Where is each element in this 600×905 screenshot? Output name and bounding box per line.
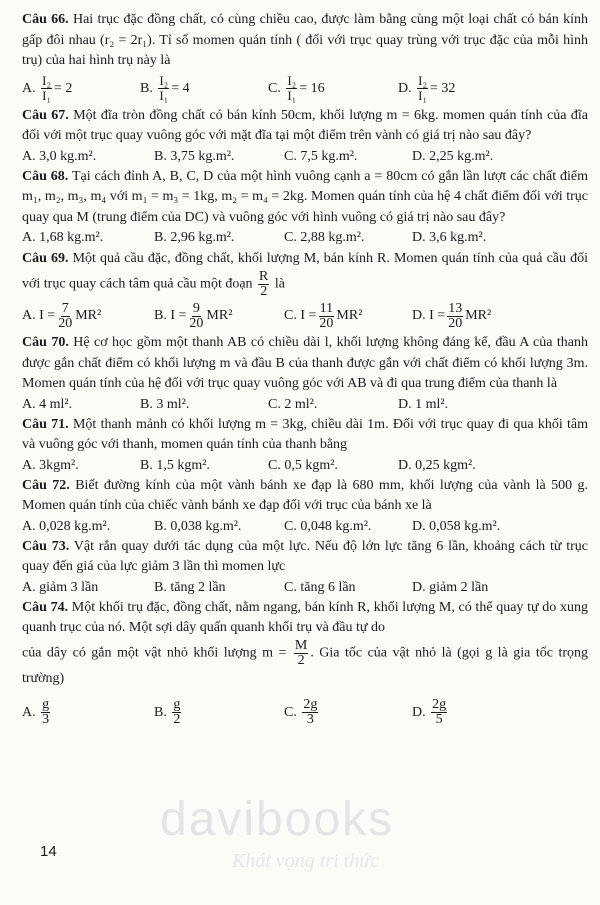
options-67 <box>22 147 588 167</box>
watermark-brand: davibooks <box>160 793 395 846</box>
option-rhs: MR² <box>206 308 233 323</box>
option-d[interactable] <box>398 72 455 106</box>
distance-fraction <box>258 270 269 299</box>
option-b[interactable]: B. 3 ml². <box>140 396 190 412</box>
numerator: I₂ <box>418 73 427 88</box>
options-69 <box>22 299 588 333</box>
coefficient-fraction <box>57 302 73 331</box>
option-rhs: MR² <box>336 308 363 323</box>
question-text: của dây có gắn một vật nhỏ khối lượng m = <box>22 645 287 661</box>
option-a[interactable] <box>22 72 140 106</box>
option-c[interactable] <box>268 72 398 106</box>
option-b[interactable] <box>140 72 268 106</box>
question-text: Một thanh mảnh có khối lượng m = 3kg, chiều dài 1m. Đối với trục quay đi qua khối tâm và vuông góc với thanh, momen quán tính của thanh bằng <box>22 416 588 452</box>
option-rhs: MR² <box>75 308 102 323</box>
denominator: 20 <box>319 315 334 331</box>
numerator: 13 <box>448 300 463 316</box>
question-label: Câu 73. <box>22 538 70 554</box>
numerator: g <box>42 697 50 712</box>
question-74-cont <box>22 639 588 690</box>
ratio-fraction <box>41 74 52 103</box>
answer-fraction <box>172 698 181 727</box>
coefficient-fraction <box>447 302 463 331</box>
option-c[interactable]: C. 0,048 kg.m². <box>284 518 372 534</box>
options-74 <box>22 696 588 730</box>
denominator: 20 <box>58 315 73 331</box>
question-label: Câu 67. <box>22 107 69 123</box>
option-a[interactable]: A. 1,68 kg.m². <box>22 230 104 245</box>
option-c[interactable]: C. 0,5 kgm². <box>268 457 338 473</box>
option-a[interactable]: A. 0,028 kg.m². <box>22 518 111 534</box>
option-letter: D. <box>398 80 412 96</box>
option-letter: A. <box>22 308 36 323</box>
option-letter: A. <box>22 80 36 96</box>
numerator: I₂ <box>42 73 51 88</box>
numerator: 7 <box>61 300 69 316</box>
option-letter: D. <box>412 704 426 720</box>
coefficient-fraction <box>188 302 204 331</box>
option-d[interactable] <box>412 696 449 730</box>
ratio-fraction <box>158 74 169 103</box>
answer-fraction <box>41 698 50 727</box>
numerator: 2g <box>303 697 318 712</box>
option-c[interactable]: C. 7,5 kg.m². <box>284 148 358 164</box>
question-text: Biết đường kính của một vành bánh xe đạp là 680 mm, khối lượng của vành là 500 g. Momen quán tính của chiếc vành bánh xe đạp đối với trục của bánh xe là <box>22 477 588 513</box>
option-value: = 4 <box>171 80 190 96</box>
numerator: 2g <box>432 697 447 712</box>
answer-fraction <box>302 698 318 727</box>
question-69 <box>22 248 588 299</box>
options-70 <box>22 395 588 415</box>
option-c[interactable] <box>284 299 412 333</box>
option-letter: C. <box>284 704 297 720</box>
option-c[interactable] <box>284 696 412 730</box>
numerator: I₂ <box>159 73 169 88</box>
option-d[interactable]: D. 0,058 kg.m². <box>412 518 501 534</box>
denominator: I₁ <box>159 88 169 103</box>
option-letter: B. <box>154 308 167 323</box>
question-text-end: . Gia tốc của vật nhỏ là (gọi g là gia tốc trọng trường) <box>22 645 588 686</box>
option-letter: D. <box>412 308 426 323</box>
question-text: Một quả cầu đặc, đồng chất, khối lượng M, bán kính R. Momen quán tính của quả cầu đối với trục quay cách tâm quả cầu một đoạn <box>22 251 588 292</box>
question-71 <box>22 415 588 456</box>
ratio-fraction <box>286 74 297 103</box>
option-letter: C. <box>284 308 297 323</box>
option-rhs: MR² <box>465 308 492 323</box>
question-text: Tại cách đỉnh A, B, C, D của một hình vuông cạnh a = 80cm có gắn lần lượt các chất điểm m₁, m₂, m₃, m₄ với m₁ = m₃ = 1kg, m₂ = m₄ = 2kg. Momen quán tính của hệ 4 chất điểm đối với trục quay qua M (trung điểm của DC) và vuông góc với hình vuông có giá trị nào sau đây? <box>22 168 588 225</box>
option-b[interactable]: B. 1,5 kgm². <box>140 457 210 473</box>
option-letter: B. <box>140 80 153 96</box>
numerator: R <box>259 269 269 284</box>
options-66 <box>22 72 588 106</box>
option-d[interactable]: D. giảm 2 lần <box>412 579 489 595</box>
question-text: Một khối trụ đặc, đồng chất, nằm ngang, bán kính R, khối lượng M, có thể quay tự do xung quanh trục của nó. Một sợi dây quấn quanh khối trụ và đầu tự do <box>22 599 588 635</box>
denominator: I₁ <box>287 88 297 103</box>
option-d[interactable]: D. 0,25 kgm². <box>398 457 476 473</box>
option-b[interactable] <box>154 299 284 333</box>
option-b[interactable] <box>154 696 284 730</box>
option-lhs: I = <box>39 308 56 323</box>
question-label: Câu 68. <box>22 168 69 184</box>
coefficient-fraction <box>318 302 334 331</box>
mass-fraction <box>294 639 308 668</box>
option-a[interactable]: A. 3,0 kg.m². <box>22 148 97 164</box>
question-70 <box>22 333 588 395</box>
page-content <box>22 10 588 730</box>
denominator: 2 <box>297 652 305 668</box>
numerator: M <box>294 637 308 653</box>
question-text: Vật rắn quay dưới tác dụng của một lực. Nếu độ lớn lực tăng 6 lần, khoảng cách từ trục quay đến giá của lực giảm 3 lần thì momen lực <box>22 538 589 574</box>
option-d[interactable] <box>412 299 491 333</box>
option-a[interactable] <box>22 299 154 333</box>
option-c[interactable]: C. 2,88 kg.m². <box>284 230 365 245</box>
question-66 <box>22 10 588 72</box>
numerator: 11 <box>319 300 334 316</box>
question-text: Hai trục đặc đồng chất, có cùng chiều cao, được làm bằng cùng một loại chất có bán kính gấp đôi nhau (r₂ = 2r₁). Tỉ số momen quán tính ( đối với trục quay trùng với trục đặc của mỗi hình trụ) của hai hình trụ này là <box>22 12 589 68</box>
question-label: Câu 69. <box>22 251 69 266</box>
option-c[interactable]: C. tăng 6 lần <box>284 579 356 595</box>
option-a[interactable] <box>22 696 154 730</box>
option-c[interactable]: C. 2 ml². <box>268 396 318 412</box>
question-72 <box>22 476 588 517</box>
denominator: 20 <box>189 315 204 331</box>
page-number: 14 <box>40 843 57 860</box>
option-b[interactable]: B. 3,75 kg.m². <box>154 148 235 164</box>
denominator: I₁ <box>42 88 51 103</box>
watermark-tagline: Khát vọng tri thức <box>232 850 380 872</box>
question-67 <box>22 106 588 147</box>
option-lhs: I = <box>300 308 317 323</box>
denominator: 2 <box>260 284 268 299</box>
option-a[interactable]: A. 3kgm². <box>22 457 79 473</box>
question-label: Câu 74. <box>22 599 69 615</box>
option-value: = 32 <box>430 80 456 96</box>
numerator: I₂ <box>287 73 297 88</box>
option-d[interactable]: D. 1 ml². <box>398 396 449 412</box>
denominator: 5 <box>435 712 443 727</box>
options-68 <box>22 228 588 248</box>
denominator: 2 <box>173 712 181 727</box>
option-a[interactable]: A. giảm 3 lần <box>22 579 99 595</box>
answer-fraction <box>431 698 447 727</box>
numerator: g <box>173 697 181 712</box>
options-71 <box>22 456 588 476</box>
option-lhs: I = <box>429 308 446 323</box>
question-68 <box>22 167 588 229</box>
option-b[interactable]: B. 2,96 kg.m². <box>154 230 235 245</box>
options-72 <box>22 517 588 537</box>
option-value: = 16 <box>299 80 325 96</box>
option-lhs: I = <box>170 308 187 323</box>
option-b[interactable]: B. 0,038 kg.m². <box>154 518 242 534</box>
question-text-end: là <box>274 276 285 292</box>
option-letter: A. <box>22 704 36 720</box>
question-label: Câu 71. <box>22 416 69 432</box>
option-letter: C. <box>268 80 281 96</box>
denominator: 3 <box>42 712 50 727</box>
option-value: = 2 <box>54 80 73 96</box>
question-73 <box>22 537 588 578</box>
question-label: Câu 72. <box>22 477 70 493</box>
option-d[interactable]: D. 2,25 kg.m². <box>412 148 494 164</box>
question-label: Câu 70. <box>22 335 69 350</box>
options-73 <box>22 578 588 598</box>
question-74 <box>22 598 588 639</box>
denominator: 20 <box>448 315 463 331</box>
option-a[interactable]: A. 4 ml². <box>22 396 73 412</box>
denominator: I₁ <box>418 88 427 103</box>
question-label: Câu 66. <box>22 12 69 27</box>
option-d[interactable]: D. 3,6 kg.m². <box>412 230 487 245</box>
question-text: Hệ cơ học gồm một thanh AB có chiều dài l, khối lượng không đáng kể, đầu A của thanh được gắn chất điểm có khối lượng m và đầu B của thanh được gắn với chất điểm có khối lượng 3m. Momen quán tính của hệ đối với trục quay vuông góc với AB và đi qua trung điểm của thanh là <box>22 335 589 391</box>
option-letter: B. <box>154 704 167 720</box>
denominator: 3 <box>306 712 314 727</box>
option-b[interactable]: B. tăng 2 lần <box>154 579 226 595</box>
numerator: 9 <box>192 300 200 316</box>
question-text: Một đĩa tròn đồng chất có bán kính 50cm, khối lượng m = 6kg. momen quán tính của đĩa đối với một trục quay vuông góc với mặt đĩa tại một điểm trên vành có giá trị nào sau đây? <box>22 107 588 143</box>
ratio-fraction <box>417 74 428 103</box>
